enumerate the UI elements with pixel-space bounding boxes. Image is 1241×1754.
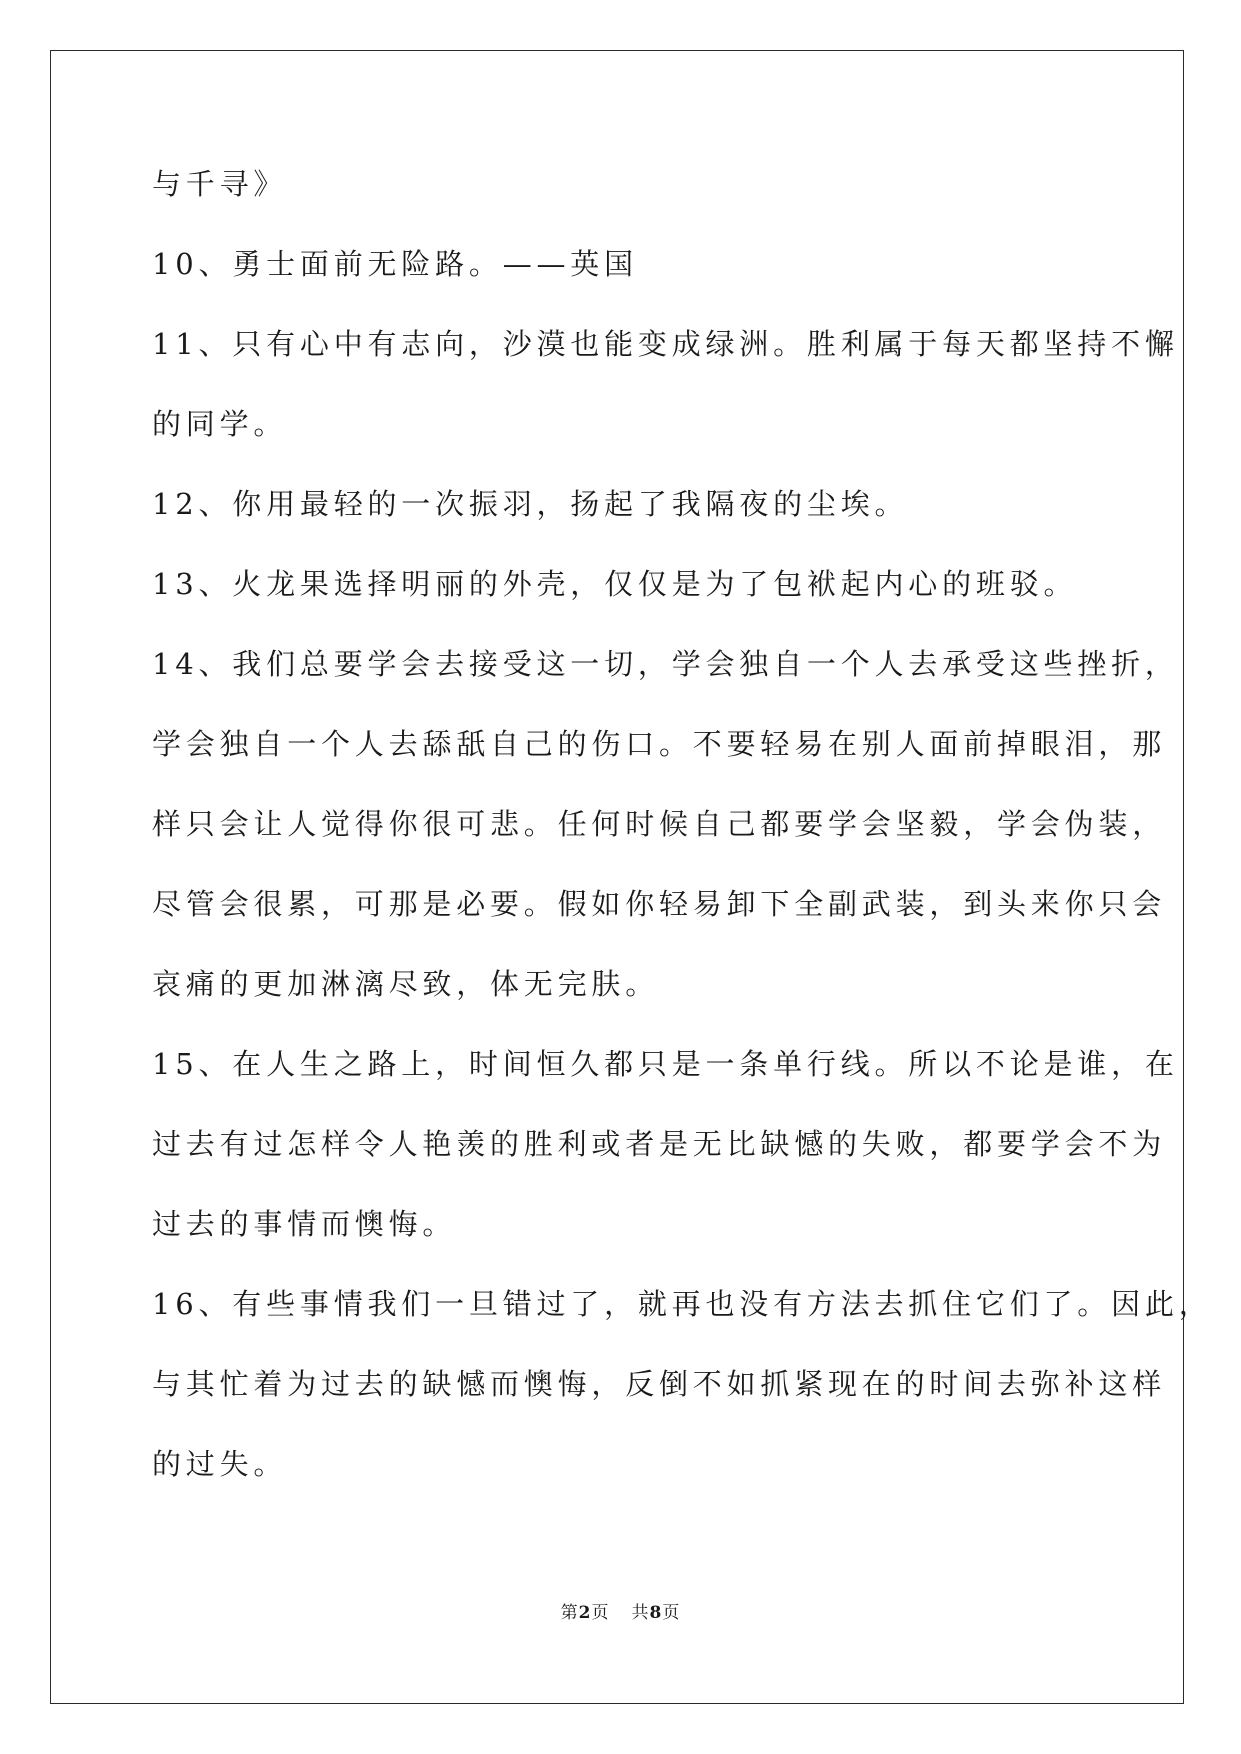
text-line: 11、只有心中有志向，沙漠也能变成绿洲。胜利属于每天都坚持不懈: [152, 327, 1179, 361]
text-line: 样只会让人觉得你很可悲。任何时候自己都要学会坚毅，学会伪装，: [152, 807, 1167, 841]
text-line: 15、在人生之路上，时间恒久都只是一条单行线。所以不论是谁，在: [152, 1047, 1179, 1081]
text-line: 12、你用最轻的一次振羽，扬起了我隔夜的尘埃。: [152, 487, 909, 521]
page-prefix: 第: [560, 1603, 579, 1623]
text-line: 13、火龙果选择明丽的外壳，仅仅是为了包袱起内心的班驳。: [152, 567, 1078, 601]
page-suffix: 页: [591, 1603, 610, 1623]
text-line: 哀痛的更加淋漓尽致，体无完肤。: [152, 967, 660, 1001]
page-current: 2: [578, 1603, 592, 1623]
text-line: 与其忙着为过去的缺憾而懊悔，反倒不如抓紧现在的时间去弥补这样: [152, 1367, 1167, 1401]
text-line: 的同学。: [152, 407, 288, 441]
text-line: 16、有些事情我们一旦错过了，就再也没有方法去抓住它们了。因此，: [152, 1287, 1213, 1321]
page-footer: [0, 1601, 1241, 1625]
document-body: [152, 164, 1213, 1524]
text-line: 14、我们总要学会去接受这一切，学会独自一个人去承受这些挫折，: [152, 647, 1179, 681]
text-line: 与千寻》: [152, 167, 288, 201]
text-line: 过去有过怎样令人艳羡的胜利或者是无比缺憾的失败，都要学会不为: [152, 1127, 1167, 1161]
text-line: 尽管会很累，可那是必要。假如你轻易卸下全副武装，到头来你只会: [152, 887, 1167, 921]
text-line: 过去的事情而懊悔。: [152, 1207, 457, 1241]
text-line: 学会独自一个人去舔舐自己的伤口。不要轻易在别人面前掉眼泪，那: [152, 727, 1167, 761]
text-line: 的过失。: [152, 1447, 288, 1481]
page-total: 8: [649, 1603, 663, 1623]
total-prefix: 共: [631, 1603, 650, 1623]
total-suffix: 页: [662, 1603, 681, 1623]
text-line: 10、勇士面前无险路。——英国: [152, 247, 638, 281]
